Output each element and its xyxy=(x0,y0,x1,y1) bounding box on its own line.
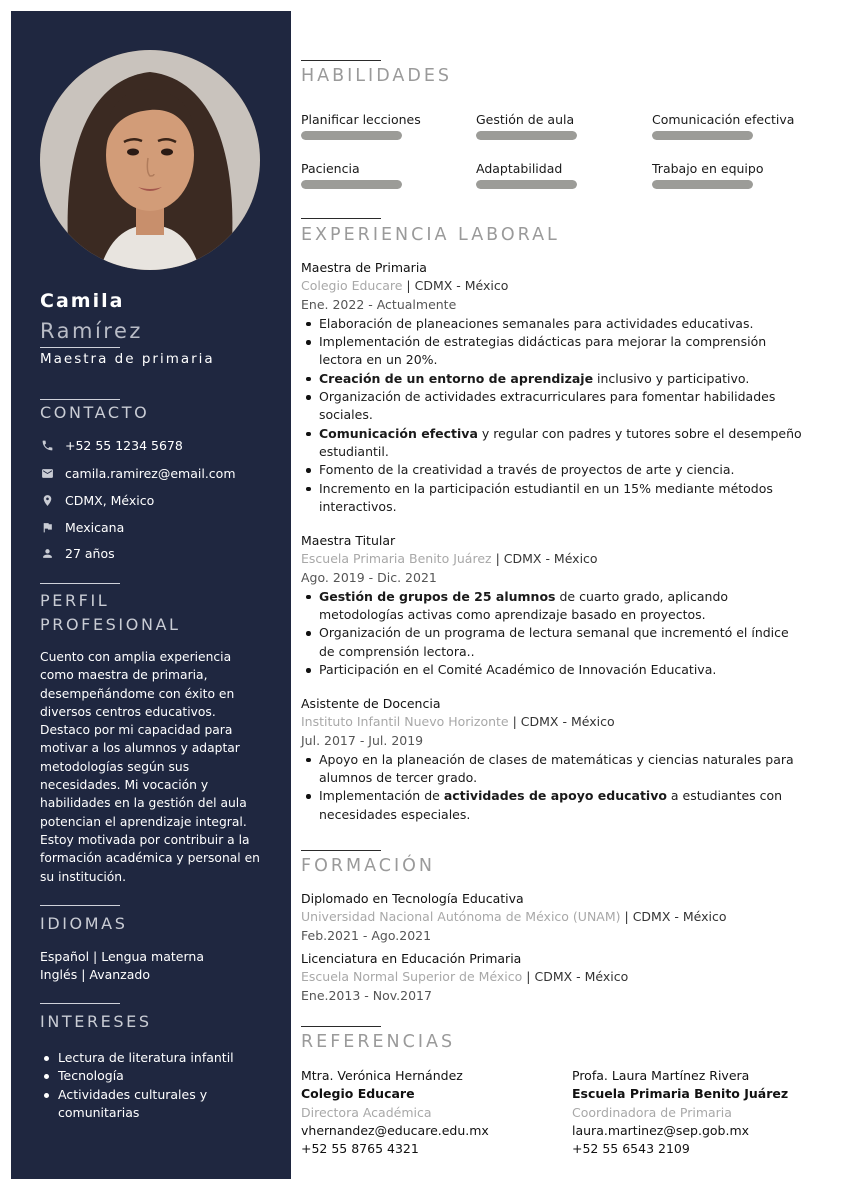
references-divider xyxy=(301,1026,381,1027)
job-bullet: Fomento de la creatividad a través de proyectos de arte y ciencia. xyxy=(301,461,806,479)
reference-card xyxy=(301,1067,551,1158)
job-dates: Jul. 2017 - Jul. 2019 xyxy=(301,732,424,748)
languages-heading: IDIOMAS xyxy=(40,914,128,933)
job-role: Asistente de Docencia xyxy=(301,696,441,711)
education-org: Escuela Normal Superior de México xyxy=(301,969,523,985)
skill-level-bar xyxy=(301,131,402,140)
references-heading: REFERENCIAS xyxy=(301,1032,456,1052)
skill-level-fill xyxy=(476,180,577,189)
education-title: Diplomado en Tecnología Educativa xyxy=(301,891,524,906)
job-org: Instituto Infantil Nuevo Horizonte xyxy=(301,714,509,730)
education-org-line: Escuela Normal Superior de México | CDMX - México xyxy=(301,969,629,985)
job-location: CDMX - México xyxy=(520,714,615,730)
reference-name: Mtra. Verónica Hernández xyxy=(301,1068,463,1083)
job-bullet: Elaboración de planeaciones semanales para actividades educativas. xyxy=(301,315,806,333)
job-bullet: Gestión de grupos de 25 alumnos de cuarto grado, aplicando metodologías activas como aprendizaje basado en proyectos. xyxy=(301,588,806,625)
contact-phone-text: +52 55 1234 5678 xyxy=(65,437,183,453)
skill-level-fill xyxy=(301,131,402,140)
reference-email[interactable]: vhernandez@educare.edu.mx xyxy=(301,1122,489,1138)
reference-name: Profa. Laura Martínez Rivera xyxy=(572,1068,750,1083)
contact-location-text: CDMX, México xyxy=(65,492,155,508)
job-bullet: Comunicación efectiva y regular con padres y tutores sobre el desempeño estudiantil. xyxy=(301,425,806,462)
name-divider xyxy=(40,347,120,348)
skill-level-fill xyxy=(652,180,753,189)
flag-icon xyxy=(40,520,54,534)
skill-label: Planificar lecciones xyxy=(301,112,421,127)
language-item: Inglés | Avanzado xyxy=(40,967,150,983)
interest-item: Tecnología xyxy=(40,1067,260,1085)
reference-position: Coordinadora de Primaria xyxy=(572,1104,732,1120)
job-org-line: Instituto Infantil Nuevo Horizonte | CDMX - México xyxy=(301,714,615,730)
job-bullet: Organización de actividades extracurriculares para fomentar habilidades sociales. xyxy=(301,388,806,425)
job-org: Colegio Educare xyxy=(301,278,403,294)
languages-divider xyxy=(40,905,120,906)
reference-card xyxy=(572,1067,822,1158)
education-location: CDMX - México xyxy=(534,969,629,985)
contact-location xyxy=(40,490,154,510)
education-org: Universidad Nacional Autónoma de México (UNAM) xyxy=(301,909,621,925)
education-divider xyxy=(301,850,381,851)
skill-item xyxy=(652,112,812,140)
sidebar xyxy=(11,11,291,1179)
skill-item xyxy=(476,112,636,140)
job-location: CDMX - México xyxy=(503,551,598,567)
job-bullet: Implementación de estrategias didácticas para mejorar la comprensión lectora en un 20%. xyxy=(301,333,806,370)
job-location: CDMX - México xyxy=(414,278,509,294)
job-org-line: Colegio Educare | CDMX - México xyxy=(301,278,509,294)
job-bullet: Organización de un programa de lectura semanal que incrementó el índice de comprensión lectora.. xyxy=(301,624,806,661)
job-bullet: Implementación de actividades de apoyo educativo a estudiantes con necesidades especiales. xyxy=(301,787,806,824)
education-location: CDMX - México xyxy=(632,909,727,925)
contact-email[interactable] xyxy=(40,463,236,483)
skill-label: Adaptabilidad xyxy=(476,161,563,176)
education-title: Licenciatura en Educación Primaria xyxy=(301,951,522,966)
interests-divider xyxy=(40,1003,120,1004)
profile-heading-line2: PROFESIONAL xyxy=(40,615,181,634)
experience-heading: EXPERIENCIA LABORAL xyxy=(301,225,560,245)
person-icon xyxy=(40,546,54,560)
skill-label: Gestión de aula xyxy=(476,112,575,127)
skill-level-fill xyxy=(652,131,753,140)
contact-email-text: camila.ramirez@email.com xyxy=(65,465,236,481)
reference-phone[interactable]: +52 55 8765 4321 xyxy=(301,1141,419,1157)
experience-entry xyxy=(301,695,806,824)
profile-divider xyxy=(40,583,120,584)
profile-photo xyxy=(40,50,260,270)
contact-heading: CONTACTO xyxy=(40,403,150,422)
contact-age-text: 27 años xyxy=(65,545,115,561)
contact-phone[interactable] xyxy=(40,435,183,455)
experience-entry xyxy=(301,259,806,516)
experience-divider xyxy=(301,218,381,219)
skill-level-bar xyxy=(301,180,402,189)
skill-level-bar xyxy=(476,131,577,140)
reference-org: Colegio Educare xyxy=(301,1086,415,1102)
interests-heading: INTERESES xyxy=(40,1012,152,1031)
job-org-line: Escuela Primaria Benito Juárez | CDMX - México xyxy=(301,551,598,567)
education-dates: Feb.2021 - Ago.2021 xyxy=(301,927,432,943)
interest-item: Actividades culturales y comunitarias xyxy=(40,1086,260,1123)
first-name: Camila xyxy=(40,290,125,312)
reference-phone[interactable]: +52 55 6543 2109 xyxy=(572,1141,690,1157)
skill-item xyxy=(476,161,636,189)
education-entry xyxy=(301,950,806,1005)
skill-label: Comunicación efectiva xyxy=(652,112,795,127)
skill-level-fill xyxy=(476,131,577,140)
interests-list xyxy=(40,1049,260,1122)
job-role: Maestra de Primaria xyxy=(301,260,427,275)
job-role: Maestra Titular xyxy=(301,533,396,548)
skill-level-bar xyxy=(476,180,577,189)
experience-entry xyxy=(301,532,806,679)
skill-label: Paciencia xyxy=(301,161,360,176)
skills-heading: HABILIDADES xyxy=(301,66,452,86)
job-title: Maestra de primaria xyxy=(40,351,215,367)
contact-nationality xyxy=(40,517,124,537)
education-heading: FORMACIÓN xyxy=(301,856,436,876)
skills-divider xyxy=(301,60,381,61)
phone-icon xyxy=(40,438,54,452)
skill-level-bar xyxy=(652,180,753,189)
contact-nationality-text: Mexicana xyxy=(65,519,125,535)
reference-email[interactable]: laura.martinez@sep.gob.mx xyxy=(572,1122,750,1138)
education-dates: Ene.2013 - Nov.2017 xyxy=(301,987,432,1003)
email-icon xyxy=(40,466,54,480)
skill-item xyxy=(301,161,461,189)
languages-list xyxy=(40,948,204,985)
profile-heading-line1: PERFIL xyxy=(40,591,110,610)
job-dates: Ene. 2022 - Actualmente xyxy=(301,296,457,312)
language-item: Español | Lengua materna xyxy=(40,949,204,964)
contact-age xyxy=(40,543,115,563)
job-bullets xyxy=(301,588,806,679)
job-bullets xyxy=(301,315,806,516)
profile-summary: Cuento con amplia experiencia como maestra de primaria, desempeñándome con éxito en diversos centros educativos. Destaco por mi capacidad para motivar a los alumnos y adaptar metodologías según sus necesidades. Mi vocación y habilidades en la gestión del aula potencian el aprendizaje integral. Estoy motivada por contribuir a la formación académica y personal en su institución. xyxy=(40,650,260,884)
reference-position: Directora Académica xyxy=(301,1104,432,1120)
skill-level-fill xyxy=(301,180,402,189)
reference-org: Escuela Primaria Benito Juárez xyxy=(572,1086,789,1102)
location-pin-icon xyxy=(40,493,54,507)
skill-label: Trabajo en equipo xyxy=(652,161,764,176)
job-bullet: Creación de un entorno de aprendizaje inclusivo y participativo. xyxy=(301,370,806,388)
job-dates: Ago. 2019 - Dic. 2021 xyxy=(301,569,437,585)
job-bullet: Incremento en la participación estudiantil en un 15% mediante métodos interactivos. xyxy=(301,480,806,517)
skill-level-bar xyxy=(652,131,753,140)
skill-item xyxy=(301,112,461,140)
job-bullet: Apoyo en la planeación de clases de matemáticas y ciencias naturales para alumnos de tercer grado. xyxy=(301,751,806,788)
contact-divider xyxy=(40,399,120,400)
interest-item: Lectura de literatura infantil xyxy=(40,1049,260,1067)
skill-item xyxy=(652,161,812,189)
education-entry xyxy=(301,890,806,945)
job-org: Escuela Primaria Benito Juárez xyxy=(301,551,492,567)
education-org-line: Universidad Nacional Autónoma de México (UNAM) | CDMX - México xyxy=(301,909,727,925)
last-name: Ramírez xyxy=(40,319,143,343)
portrait-image xyxy=(40,50,260,270)
job-bullets xyxy=(301,751,806,824)
job-bullet: Participación en el Comité Académico de Innovación Educativa. xyxy=(301,661,806,679)
